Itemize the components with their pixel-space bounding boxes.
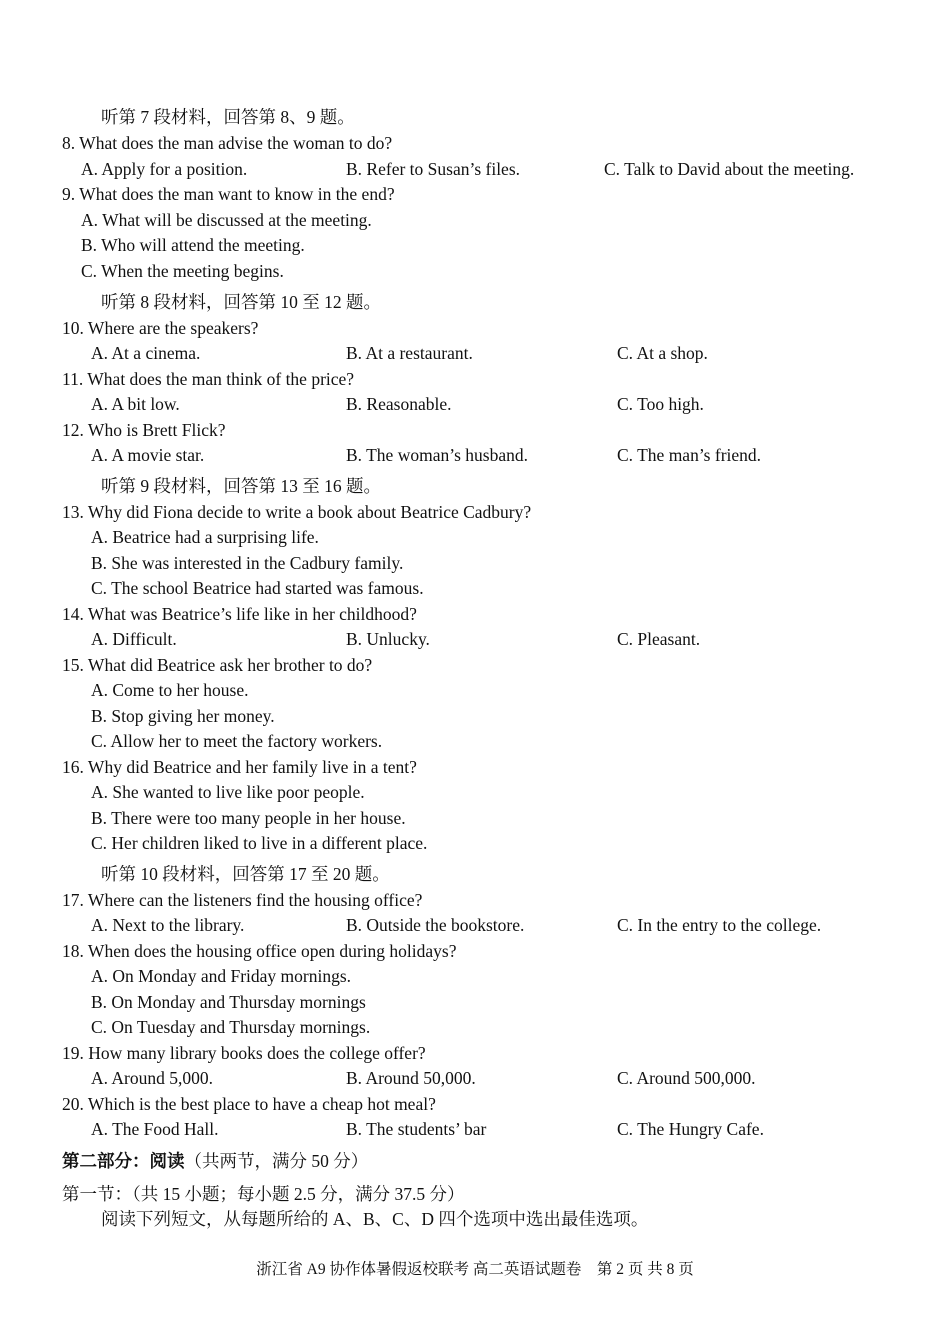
option-19b: B. Around 50,000.	[346, 1068, 476, 1088]
option-16b: B. There were too many people in her house.	[91, 808, 406, 828]
question-stem-20: 20. Which is the best place to have a cheap hot meal?	[62, 1094, 436, 1114]
part2-score: （共两节，满分 50 分）	[184, 1151, 369, 1171]
option-11a: A. A bit low.	[91, 394, 180, 414]
option-9c: C. When the meeting begins.	[81, 261, 284, 281]
option-20a: A. The Food Hall.	[91, 1119, 219, 1139]
part2-title: 第二部分：阅读	[62, 1151, 185, 1171]
question-stem-10: 10. Where are the speakers?	[62, 318, 259, 338]
option-8c: C. Talk to David about the meeting.	[604, 159, 855, 179]
option-10c: C. At a shop.	[617, 343, 708, 363]
question-stem-13: 13. Why did Fiona decide to write a book about Beatrice Cadbury?	[62, 502, 532, 522]
option-20c: C. The Hungry Cafe.	[617, 1119, 764, 1139]
part2-heading	[62, 1150, 368, 1172]
section-heading-8: 听第 8 段材料，回答第 10 至 12 题。	[101, 292, 381, 312]
option-12c: C. The man’s friend.	[617, 445, 762, 465]
option-12a: A. A movie star.	[91, 445, 205, 465]
section-heading-9: 听第 9 段材料，回答第 13 至 16 题。	[101, 476, 381, 496]
option-17a: A. Next to the library.	[91, 915, 245, 935]
option-9a: A. What will be discussed at the meeting.	[81, 210, 372, 230]
question-stem-18: 18. When does the housing office open during holidays?	[62, 941, 457, 961]
question-stem-17: 17. Where can the listeners find the housing office?	[62, 890, 423, 910]
option-17c: C. In the entry to the college.	[617, 915, 822, 935]
option-9b: B. Who will attend the meeting.	[81, 235, 305, 255]
option-18c: C. On Tuesday and Thursday mornings.	[91, 1017, 371, 1037]
option-13c: C. The school Beatrice had started was famous.	[91, 578, 424, 598]
option-14b: B. Unlucky.	[346, 629, 430, 649]
option-10b: B. At a restaurant.	[346, 343, 473, 363]
option-18a: A. On Monday and Friday mornings.	[91, 966, 352, 986]
question-stem-15: 15. What did Beatrice ask her brother to do?	[62, 655, 373, 675]
part2-instruction: 阅读下列短文，从每题所给的 A、B、C、D 四个选项中选出最佳选项。	[101, 1209, 649, 1229]
option-19a: A. Around 5,000.	[91, 1068, 214, 1088]
question-stem-16: 16. Why did Beatrice and her family live in a tent?	[62, 757, 417, 777]
page-footer: 浙江省 A9 协作体暑假返校联考 高二英语试题卷 第 2 页 共 8 页	[256, 1261, 694, 1278]
option-15a: A. Come to her house.	[91, 680, 249, 700]
question-stem-11: 11. What does the man think of the price?	[62, 369, 355, 389]
option-13a: A. Beatrice had a surprising life.	[91, 527, 319, 547]
question-stem-9: 9. What does the man want to know in the end?	[62, 184, 395, 204]
option-11b: B. Reasonable.	[346, 394, 452, 414]
option-20b: B. The students’ bar	[346, 1119, 487, 1139]
option-11c: C. Too high.	[617, 394, 704, 414]
option-8a: A. Apply for a position.	[81, 159, 248, 179]
option-12b: B. The woman’s husband.	[346, 445, 528, 465]
part2-section1-heading: 第一节：（共 15 小题；每小题 2.5 分，满分 37.5 分）	[62, 1184, 465, 1204]
option-10a: A. At a cinema.	[91, 343, 201, 363]
option-17b: B. Outside the bookstore.	[346, 915, 525, 935]
question-stem-19: 19. How many library books does the college offer?	[62, 1043, 426, 1063]
section-heading-7: 听第 7 段材料，回答第 8、9 题。	[101, 107, 355, 127]
question-stem-14: 14. What was Beatrice’s life like in her childhood?	[62, 604, 417, 624]
option-16c: C. Her children liked to live in a different place.	[91, 833, 428, 853]
option-18b: B. On Monday and Thursday mornings	[91, 992, 366, 1012]
option-15c: C. Allow her to meet the factory workers.	[91, 731, 383, 751]
option-14a: A. Difficult.	[91, 629, 177, 649]
option-14c: C. Pleasant.	[617, 629, 701, 649]
question-stem-12: 12. Who is Brett Flick?	[62, 420, 226, 440]
option-15b: B. Stop giving her money.	[91, 706, 275, 726]
option-19c: C. Around 500,000.	[617, 1068, 756, 1088]
question-stem-8: 8. What does the man advise the woman to do?	[62, 133, 393, 153]
option-8b: B. Refer to Susan’s files.	[346, 159, 521, 179]
section-heading-10: 听第 10 段材料，回答第 17 至 20 题。	[101, 864, 390, 884]
option-16a: A. She wanted to live like poor people.	[91, 782, 365, 802]
option-13b: B. She was interested in the Cadbury family.	[91, 553, 404, 573]
